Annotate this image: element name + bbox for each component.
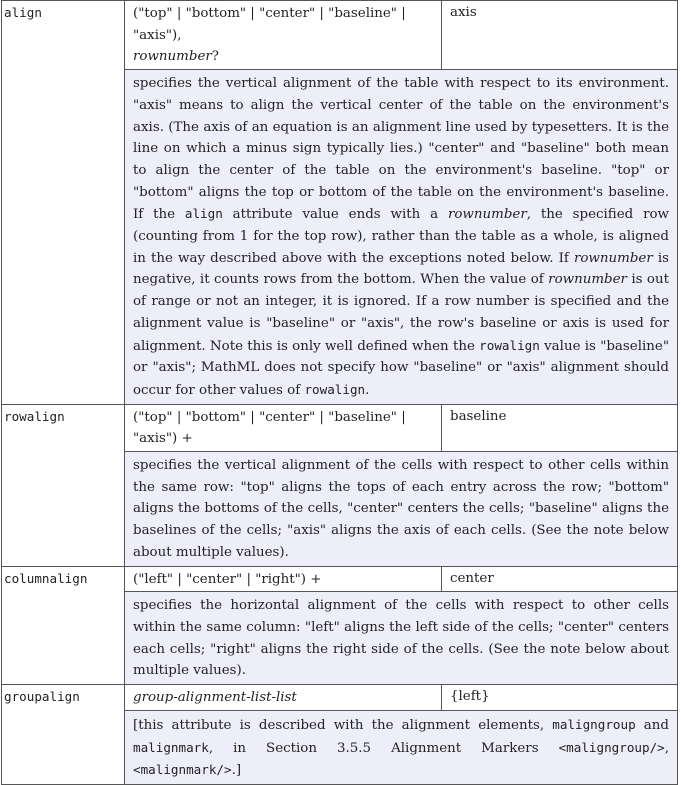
attribute-default: baseline xyxy=(442,404,678,451)
desc-text: is negative, it counts rows from the bottom. When the value of xyxy=(133,250,669,288)
desc-text: , xyxy=(664,740,669,756)
attribute-values: ("top" | "bottom" | "center" | "baseline" | "axis") + xyxy=(125,404,442,451)
attribute-table xyxy=(1,0,678,785)
code-element-name: malignmark xyxy=(133,739,209,755)
attribute-row-columnalign xyxy=(2,566,678,592)
attribute-row-groupalign xyxy=(2,685,678,711)
desc-text: and xyxy=(635,717,669,733)
desc-text: .] xyxy=(231,763,242,779)
code-attribute-name: rowalign xyxy=(304,381,366,397)
attribute-values: ("left" | "center" | "right") + xyxy=(125,566,442,592)
desc-text: . xyxy=(365,382,370,398)
attribute-row-rowalign xyxy=(2,404,678,451)
code-attribute-name: rowalign xyxy=(479,337,540,353)
attribute-name: groupalign xyxy=(2,685,125,785)
code-element-tag: <maligngroup/> xyxy=(558,739,665,755)
attribute-default: {left} xyxy=(442,685,678,711)
code-element-name: maligngroup xyxy=(552,716,636,732)
desc-text: , the specified row (counting from 1 for the top row), rather than the table as a whole, is aligned in the way described above with the exceptions noted below. If xyxy=(133,207,669,266)
desc-text: specifies the vertical alignment of the table with respect to its environment. "axis" means to align the vertical center of the table on the environment's axis. (The axis of an equation is an alignment line used by typesetters. It is the line on which a minus sign typically lies.) "center" and "baseline" both mean to align the center of the table on the environment's baseline. "top" or "bottom" aligns the top or bottom of the table on the environment's baseline. If the xyxy=(133,76,669,223)
desc-text: attribute value ends with a xyxy=(222,207,448,223)
attribute-description: specifies the vertical alignment of the cells with respect to other cells within the same row: "top" aligns the tops of each entry across the row; "bottom" aligns the bottoms of the cells, "center" centers the cells; "baseline" aligns the baselines of the cells; "axis" aligns the axis of each cells. (See the note below about multiple values). xyxy=(125,452,678,567)
values-italic: rownumber xyxy=(133,49,212,65)
attribute-row-align xyxy=(2,1,678,70)
code-element-tag: <malignmark/> xyxy=(133,762,232,778)
attribute-description: specifies the horizontal alignment of the cells with respect to other cells within the same column: "left" aligns the left side of the cells; "center" centers each cells; "right" aligns the right side of the cells. (See the note below about multiple values). xyxy=(125,592,678,685)
values-text: ("top" | "bottom" | "center" | "baseline" | "axis"), xyxy=(133,6,406,43)
desc-italic: rownumber xyxy=(548,272,627,288)
desc-text: , in Section 3.5.5 Alignment Markers xyxy=(208,740,559,756)
attribute-description xyxy=(125,710,678,784)
attribute-values xyxy=(125,1,442,70)
attribute-default: center xyxy=(442,566,678,592)
attribute-name: columnalign xyxy=(2,566,125,685)
desc-text: [this attribute is described with the alignment elements, xyxy=(133,717,553,733)
attribute-name: align xyxy=(2,1,125,405)
attribute-name: rowalign xyxy=(2,404,125,566)
attribute-values: group-alignment-list-list xyxy=(125,685,442,711)
attribute-description xyxy=(125,70,678,405)
desc-italic: rownumber xyxy=(447,207,527,223)
values-suffix: ? xyxy=(211,49,219,65)
desc-text: value is "baseline" or "axis"; MathML does not specify how "baseline" or "axis" alignment should occur for other values of xyxy=(133,338,669,398)
code-attribute-name: align xyxy=(184,206,223,222)
desc-text: is out of range or not an integer, it is ignored. If a row number is specified and the alignment value is "baseline" or "axis", the row's baseline or axis is used for alignment. Note this is only well defined when the xyxy=(133,272,669,354)
attribute-default: axis xyxy=(442,1,678,70)
desc-italic: rownumber xyxy=(573,250,653,266)
